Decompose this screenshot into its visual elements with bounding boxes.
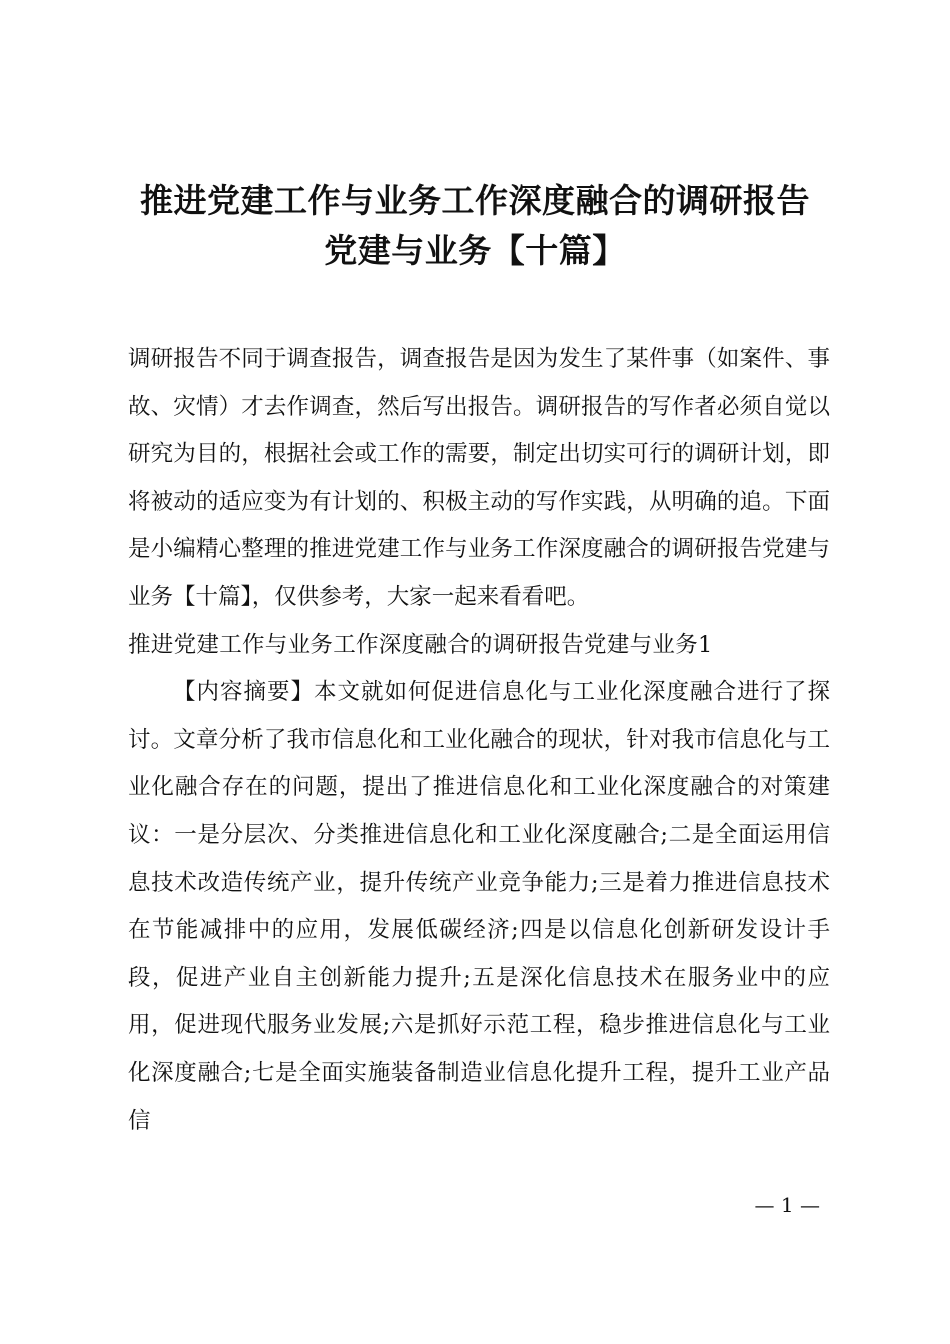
title-line-1: 推进党建工作与业务工作深度融合的调研报告	[140, 181, 810, 220]
abstract-paragraph: 【内容摘要】本文就如何促进信息化与工业化深度融合进行了探讨。文章分析了我市信息化和工业化融合的现状，针对我市信息化与工业化融合存在的问题，提出了推进信息化和工业化深度融合的对策建议：一是分层次、分类推进信息化和工业化深度融合;二是全面运用信息技术改造传统产业，提升传统产业竞争能力;三是着力推进信息技术在节能减排中的应用，发展低碳经济;四是以信息化创新研发设计手段，促进产业自主创新能力提升;五是深化信息技术在服务业中的应用，促进现代服务业发展;六是抓好示范工程，稳步推进信息化与工业化深度融合;七是全面实施装备制造业信息化提升工程，提升工业产品信	[128, 679, 830, 1134]
document-body	[128, 336, 830, 1145]
document-title	[100, 176, 850, 276]
page-number: — 1 —	[754, 1193, 820, 1217]
section-heading: 推进党建工作与业务工作深度融合的调研报告党建与业务1	[128, 631, 713, 658]
intro-paragraph: 调研报告不同于调查报告，调查报告是因为发生了某件事（如案件、事故、灾情）才去作调查，然后写出报告。调研报告的写作者必须自觉以研究为目的，根据社会或工作的需要，制定出切实可行的调研计划，即将被动的适应变为有计划的、积极主动的写作实践，从明确的追。下面是小编精心整理的推进党建工作与业务工作深度融合的调研报告党建与业务【十篇】，仅供参考，大家一起来看看吧。	[128, 346, 830, 610]
title-line-2: 党建与业务【十篇】	[324, 231, 626, 270]
